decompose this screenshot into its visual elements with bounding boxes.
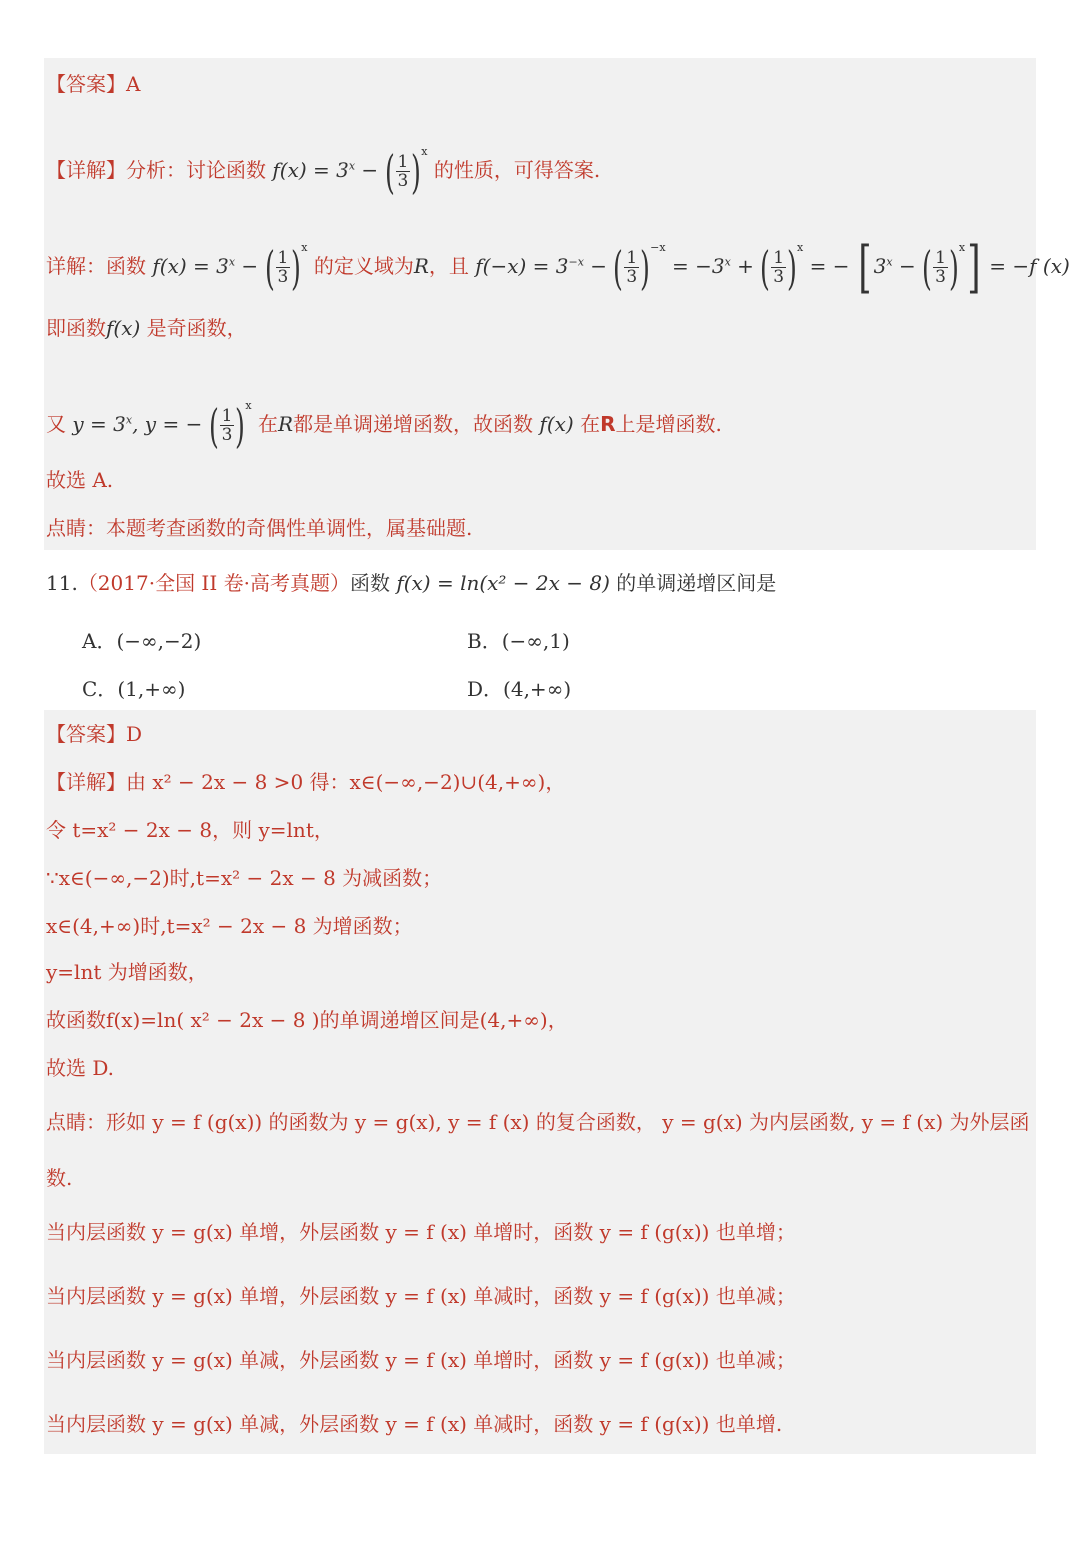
option-b-label: B． [467, 629, 502, 653]
solution-line-7: 故选 D. [46, 1056, 115, 1080]
detail-line-4: 又 $y = 3^x$, y = − ( $\frac{1}{3}$ )$^x$ 在R都是单调递增函数，故函数 f(x) 在R上是增函数. [46, 398, 722, 453]
l3-prefix: 详解：函数 [46, 254, 146, 278]
solution-line-13: 当内层函数 y = g(x) 单减，外层函数 y = f (x) 单减时，函数 y = f (g(x)) 也单增. [46, 1412, 783, 1436]
question-stem-b: 的单调递增区间是 [616, 571, 777, 595]
solution-line-2: 令 t=x² − 2x − 8，则 y=lnt， [46, 818, 334, 842]
solution-line-9: 数. [46, 1166, 73, 1190]
formula-odd: $f(-x) = 3^{-x}$ − [468, 254, 614, 278]
solution-line-8: 点睛：形如 y = f (g(x)) 的函数为 y = g(x), y = f (x) 的复合函数， y = g(x) 为内层函数, y = f (x) 为外层函 [46, 1110, 1030, 1134]
solution-line-11: 当内层函数 y = g(x) 单增，外层函数 y = f (x) 单减时，函数 y = f (g(x)) 也单减； [46, 1284, 796, 1308]
formula-f: $f(x) = 3^x$ − [272, 158, 385, 182]
detail-line-1: 【详解】分析：讨论函数 $f(x) = 3^x$ − ( $\frac{1}{3}$ )$^x$ 的性质，可得答案. [46, 144, 601, 199]
option-a-value: (−∞,−2) [116, 629, 202, 653]
option-b[interactable] [467, 625, 570, 654]
solution-line-4: x∈(4,+∞)时,t=x² − 2x − 8 为增函数； [46, 914, 413, 938]
solution-line-6: 故函数f(x)=ln( x² − 2x − 8 )的单调递增区间是(4,+∞)， [46, 1008, 568, 1032]
option-a-label: A． [82, 629, 117, 653]
detail-tail: 的性质，可得答案. [433, 158, 601, 182]
l5-tail: 上是增函数. [615, 412, 722, 436]
fraction-one-third: $\frac{1}{3}$ [397, 152, 409, 191]
detail-line-3 [46, 314, 247, 342]
detail-label: 【详解】 [46, 158, 126, 182]
l5-in: 在 [580, 412, 601, 436]
l5-r: R [278, 412, 294, 436]
l4-suffix: 是奇函数， [146, 316, 247, 340]
l5-r-bold: R [600, 412, 616, 436]
solution-line-5: y=lnt 为增函数， [46, 960, 208, 984]
answer-label-2: 【答案】D [46, 722, 143, 746]
question-number: 11. [46, 571, 78, 595]
detail-line-6: 点睛：本题考查函数的奇偶性单调性，属基础题. [46, 516, 473, 540]
question-source: （2017·全国 II 卷·高考真题） [77, 571, 350, 595]
option-b-value: (−∞,1) [501, 629, 570, 653]
l3-mid: 的定义域为 [313, 254, 414, 278]
l3-and: ，且 [428, 254, 469, 278]
l5-mid2: 都是单调递增函数，故函数 [293, 412, 534, 436]
option-d-label: D． [467, 677, 504, 701]
option-c-label: C． [82, 677, 118, 701]
option-a[interactable] [82, 625, 201, 654]
answer-label-1: 【答案】A [46, 72, 141, 96]
solution-line-3: ∵x∈(−∞,−2)时,t=x² − 2x − 8 为减函数； [46, 866, 443, 890]
formula-fx: f(x) [106, 316, 141, 340]
option-c[interactable] [82, 673, 185, 702]
formula-f-2: $f(x) = 3^x$ − [146, 254, 265, 278]
question-stem [46, 569, 776, 597]
paren-close: ) [411, 144, 422, 199]
question-formula: f(x) = ln(x² − 2x − 8) [396, 571, 610, 595]
paren-open: ( [384, 144, 395, 199]
option-c-value: (1,+∞) [117, 677, 186, 701]
l5-prefix: 又 [46, 412, 66, 436]
option-d-value: (4,+∞) [503, 677, 572, 701]
solution-line-10: 当内层函数 y = g(x) 单增，外层函数 y = f (x) 单增时，函数 y = f (g(x)) 也单增； [46, 1220, 796, 1244]
detail-text: 分析：讨论函数 [126, 158, 266, 182]
solution-line-1: 【详解】由 x² − 2x − 8 >0 得：x∈(−∞,−2)∪(4,+∞)， [46, 770, 566, 794]
l5-mid: 在 [258, 412, 278, 436]
detail-line-2: 详解：函数 $f(x) = 3^x$ − ( $\frac{1}{3}$ )$^x$ 的定义域为R，且 $f(-x) = 3^{-x}$ − ( $\frac{1}{3}$ )$^{-x} = -3^x$ + ( $\frac{1}{3}$ )$^x$ = − [ $3^x$ − ( $\frac{1}{3}$ )$^x$] = −f (x) [46, 234, 1070, 300]
answer-panel-1 [44, 58, 1036, 550]
formula-y: $y = 3^x$, y = − [66, 412, 209, 436]
option-d[interactable] [467, 673, 571, 702]
question-stem-a: 函数 [349, 571, 390, 595]
detail-line-5: 故选 A. [46, 468, 114, 492]
l3-r: R [413, 254, 429, 278]
solution-line-12: 当内层函数 y = g(x) 单减，外层函数 y = f (x) 单增时，函数 y = f (g(x)) 也单减； [46, 1348, 796, 1372]
l4-prefix: 即函数 [46, 316, 106, 340]
